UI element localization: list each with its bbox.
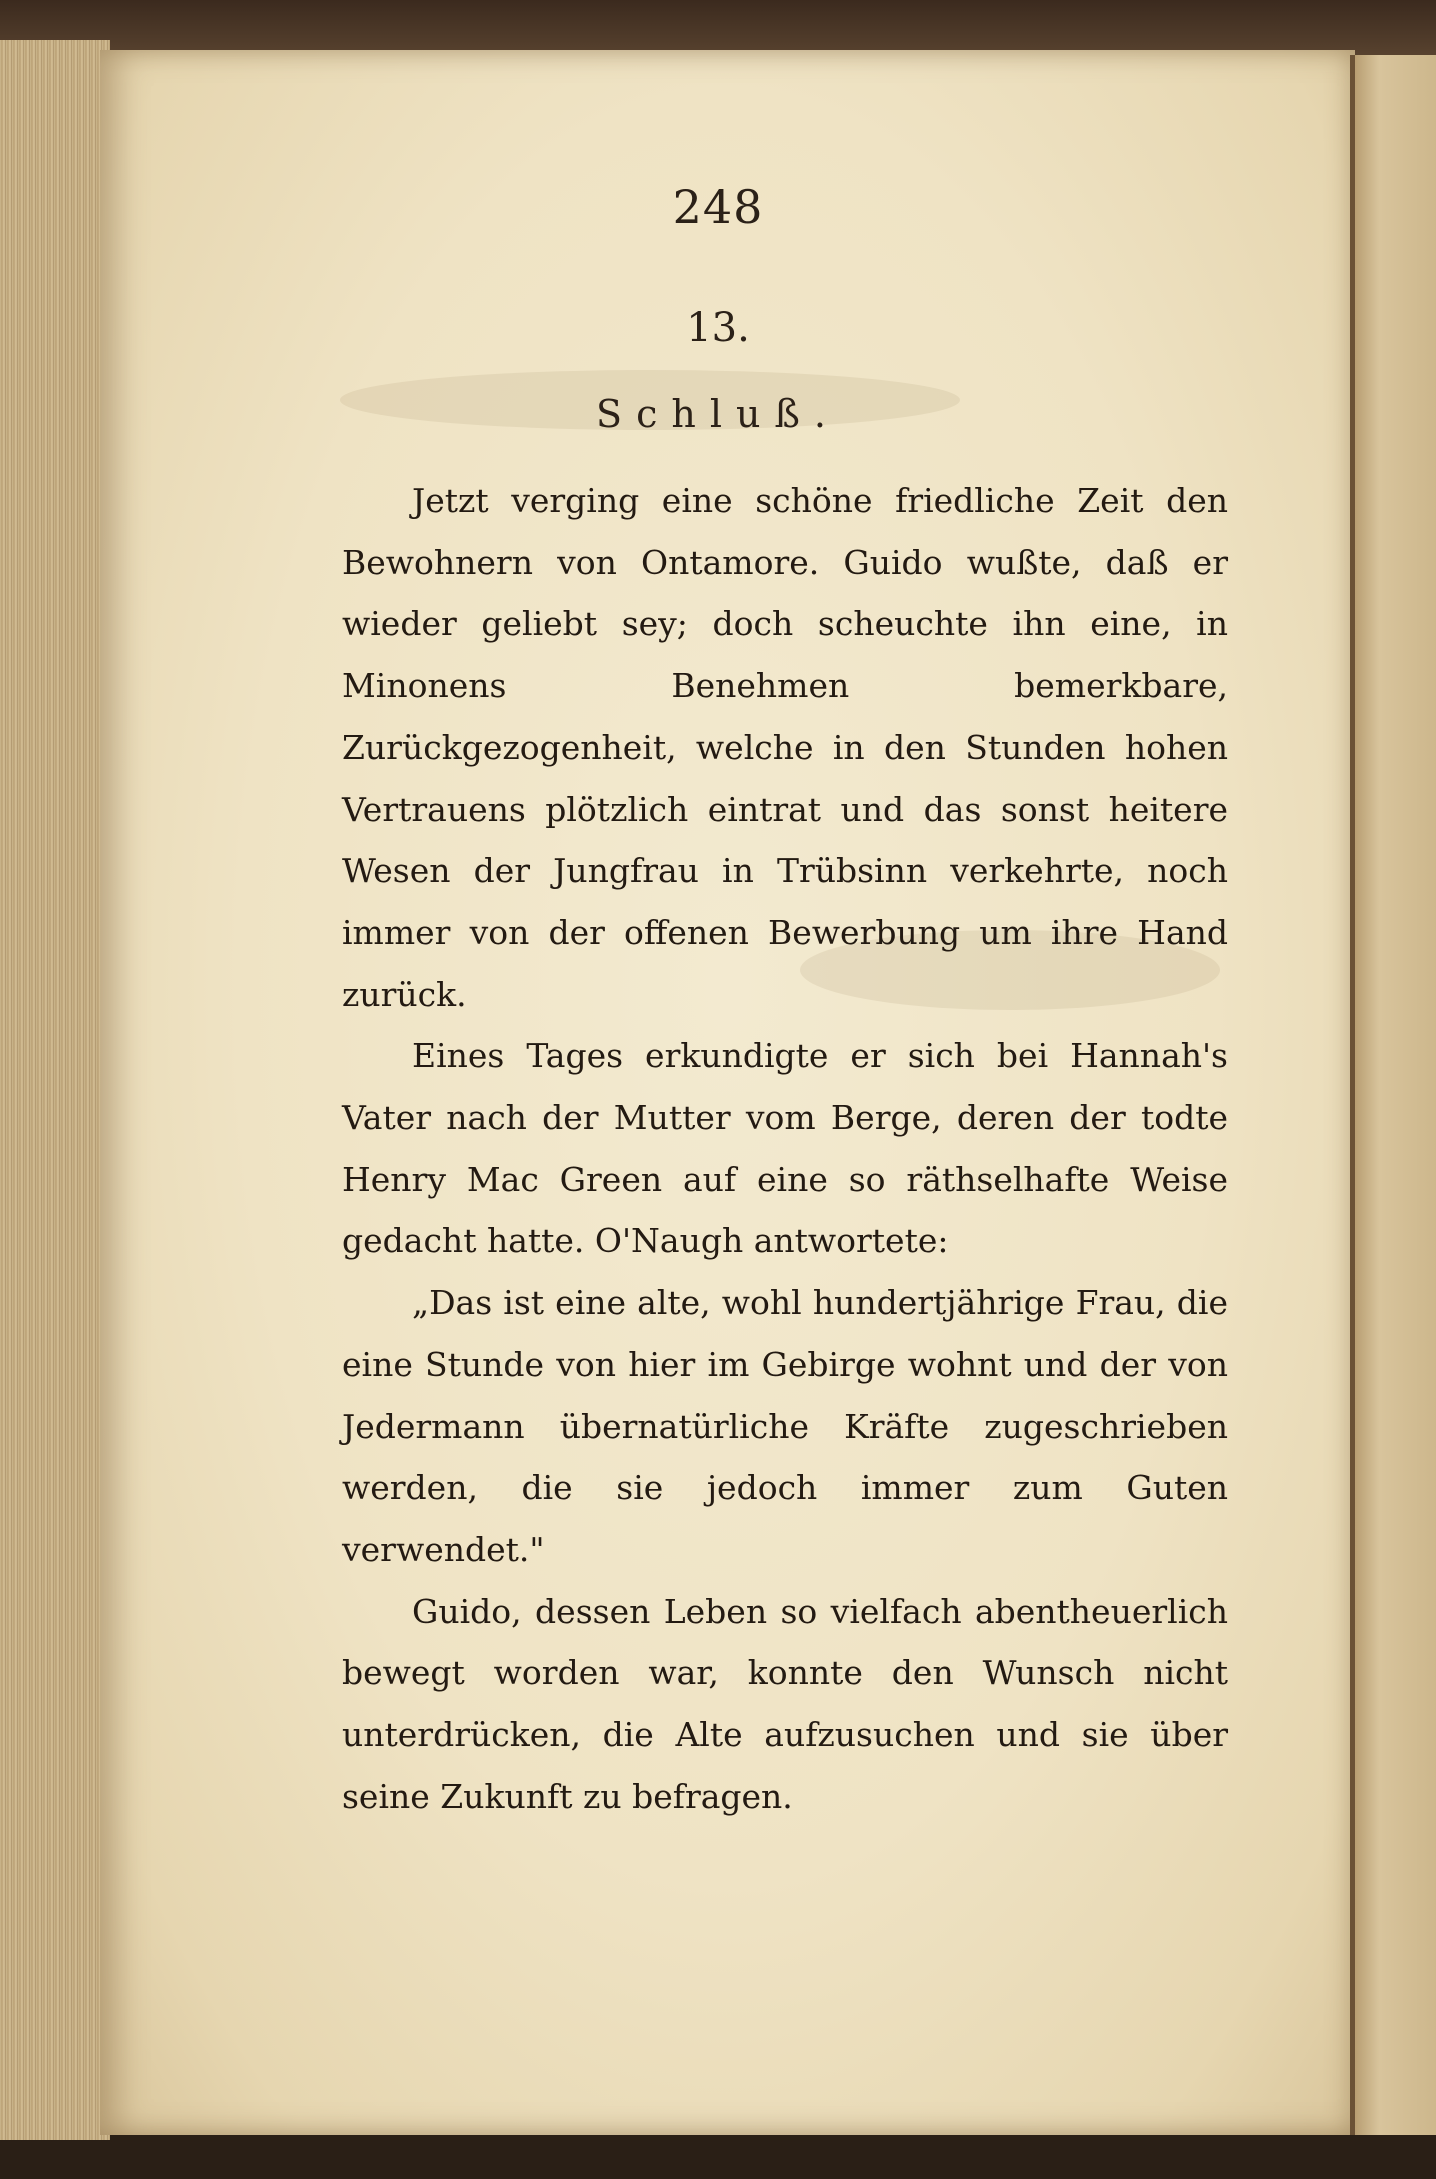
next-page-edge [1355, 55, 1436, 2135]
page-edges [0, 40, 110, 2140]
paragraph: Eines Tages erkundigte er sich bei Hannah's Vater nach der Mutter vom Berge, deren der todte Henry Mac Green auf eine so räthselhafte Weise gedacht hatte. O'Naugh antwortete: [342, 1036, 1228, 1261]
chapter-title: Schluß. [596, 392, 840, 436]
paragraph: „Das ist eine alte, wohl hundertjährige Frau, die eine Stunde von hier im Gebirge wohnt und der von Jedermann übernatürliche Kräfte zugeschrieben werden, die sie jedoch immer zum Guten verwendet." [342, 1283, 1228, 1569]
chapter-number: 13. [686, 305, 750, 351]
body-text [342, 470, 1228, 1827]
paragraph: Jetzt verging eine schöne friedliche Zeit den Bewohnern von Ontamore. Guido wußte, daß er wieder geliebt sey; doch scheuchte ihn eine, in Minonens Benehmen bemerkbare, Zurückgezogenheit, welche in den Stunden hohen Vertrauens plötzlich eintrat und das sonst heitere Wesen der Jungfrau in Trübsinn verkehrte, noch immer von der offenen Bewerbung um ihre Hand zurück. [342, 481, 1228, 1014]
page-number: 248 [672, 180, 764, 234]
paragraph: Guido, dessen Leben so vielfach abentheuerlich bewegt worden war, konnte den Wunsch nicht unterdrücken, die Alte aufzusuchen und sie über seine Zukunft zu befragen. [342, 1591, 1228, 1816]
